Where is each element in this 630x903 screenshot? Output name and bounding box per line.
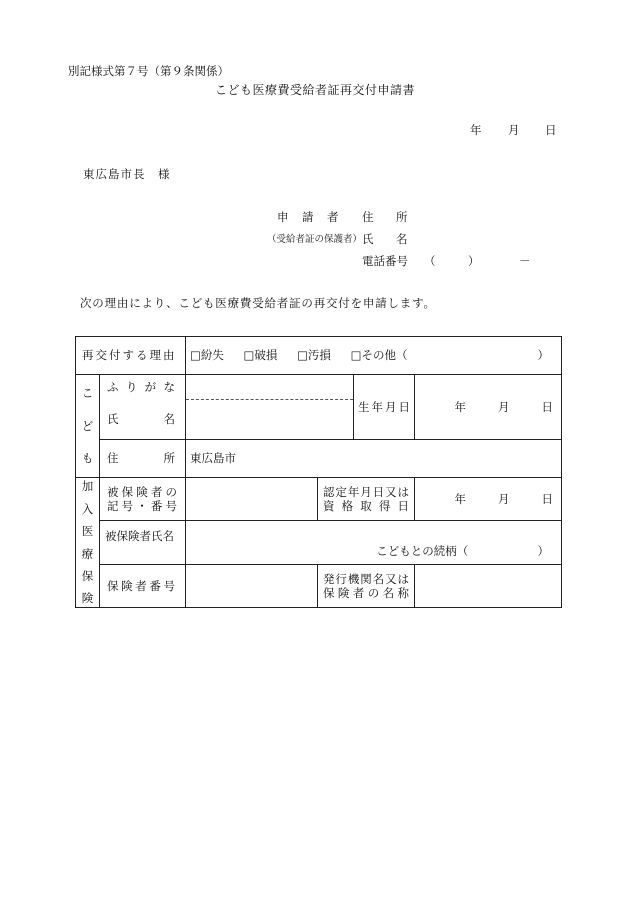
furigana-divider (186, 399, 353, 400)
insured-name-label: 被保険者氏名 (100, 521, 186, 565)
certification-day: 日 (541, 491, 554, 506)
birthdate-label: 生年月日 (354, 375, 415, 440)
child-name-field[interactable] (186, 375, 354, 440)
birthdate-year: 年 (454, 399, 467, 414)
insurer-number-label: 保険者番号 (100, 565, 186, 608)
insured-name-field[interactable] (186, 521, 562, 565)
child-name-labels (100, 375, 186, 440)
certification-date-label: 認定年月日又は 資格取得日 (318, 478, 415, 521)
birthdate-field[interactable] (415, 375, 562, 440)
issuer-field[interactable] (415, 565, 562, 608)
certification-month: 月 (498, 491, 510, 506)
child-address-row (76, 440, 562, 478)
insured-mark-label: 被保険者の 記号・番号 (100, 478, 186, 521)
applicant-address-label-char-2: 所 (396, 210, 408, 224)
child-section-label: こ ど も (76, 375, 100, 478)
form-number: 別記様式第７号（第９条関係） (68, 64, 229, 78)
date-month-label: 月 (508, 123, 520, 137)
phone-label: 電話番号 (362, 254, 408, 268)
statement-text: 次の理由により、こども医療費受給者証の再交付を申請します。 (80, 296, 436, 310)
insured-name-row (76, 521, 562, 565)
addressee: 東広島市長 様 (83, 167, 171, 181)
reason-option-damaged[interactable]: □破損 (243, 348, 278, 363)
applicant-label-char-2: 請 (302, 210, 314, 224)
date-day-label: 日 (545, 123, 557, 137)
furigana-label: ふりがな (107, 380, 175, 394)
phone-close-paren: ） (468, 254, 480, 268)
reason-other-close: ） (537, 348, 550, 363)
phone-dash: － (519, 254, 531, 268)
child-address-label: 住所 (100, 440, 186, 478)
insured-mark-row (76, 478, 562, 521)
reason-options (186, 337, 562, 375)
insurer-number-field[interactable] (186, 565, 318, 608)
reason-row (76, 337, 562, 375)
guardian-note: （受給者証の保護者） (267, 234, 363, 245)
child-name-label: 氏名 (107, 412, 175, 426)
applicant-label-char-3: 者 (327, 210, 339, 224)
relation-label: こどもとの続柄（ (376, 543, 469, 558)
child-address-value: 東広島市 (190, 451, 236, 466)
applicant-label-char-1: 申 (277, 210, 289, 224)
birthdate-month: 月 (498, 399, 510, 414)
birthdate-day: 日 (541, 399, 554, 414)
insured-mark-field[interactable] (186, 478, 318, 521)
reason-option-soiled[interactable]: □汚損 (297, 348, 331, 363)
insurance-section-label: 加 入 医 療 保 険 (76, 478, 100, 608)
reason-option-other[interactable]: □その他（ (350, 348, 408, 363)
child-address-field[interactable] (186, 440, 562, 478)
applicant-name-label-char-1: 氏 (362, 232, 374, 246)
insurer-row (76, 565, 562, 608)
certification-year: 年 (454, 491, 467, 506)
page-title: こども医療費受給者証再交付申請書 (214, 83, 415, 97)
applicant-address-label-char-1: 住 (362, 210, 374, 224)
date-year-label: 年 (470, 123, 482, 137)
phone-open-paren: （ (424, 254, 436, 268)
relation-close: ） (537, 543, 550, 558)
reason-option-lost[interactable]: □紛失 (190, 348, 224, 363)
issuer-label: 発行機関名又は 保険者の名称 (318, 565, 415, 608)
certification-date-field[interactable] (415, 478, 562, 521)
applicant-name-label-char-2: 名 (396, 232, 408, 246)
reason-label: 再交付する理由 (76, 337, 186, 375)
application-form-table (75, 336, 562, 608)
child-name-row (76, 375, 562, 440)
